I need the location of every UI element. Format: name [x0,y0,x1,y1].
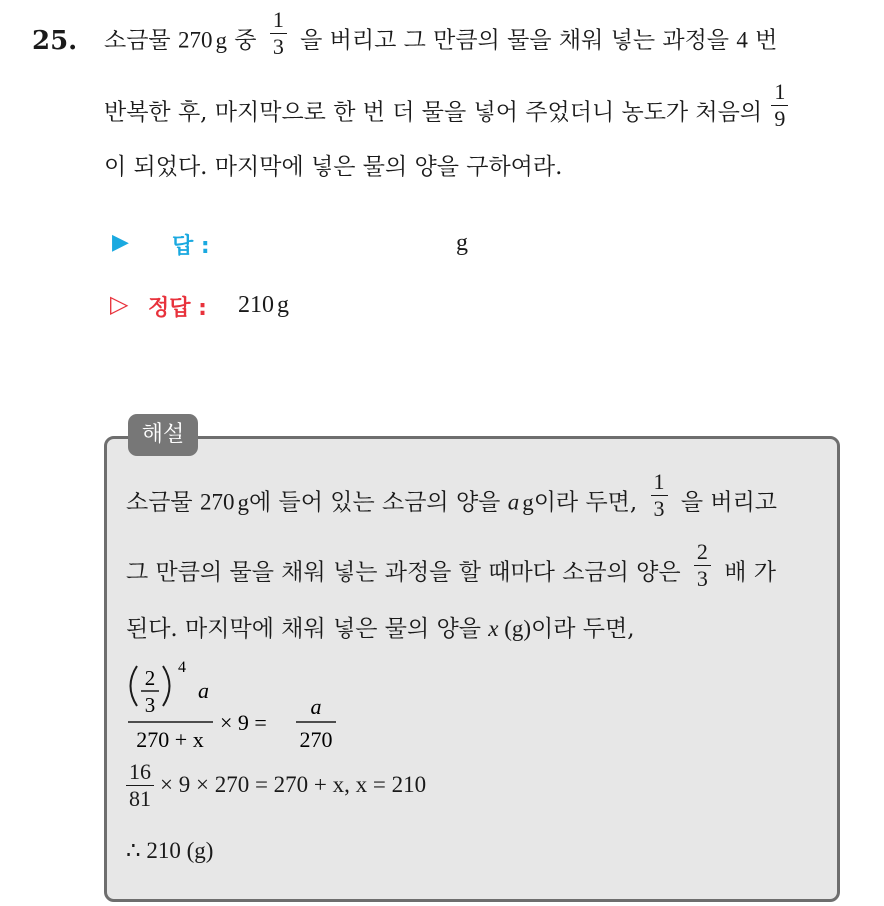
repeat-count: 4 [736,27,748,53]
main-denominator: 270 + x [136,727,204,752]
explanation-tab: 해설 [128,414,198,456]
fraction-one-third [651,470,668,521]
problem-text: 중 [226,27,264,54]
problem-text: 을 버리고 그 만큼의 물을 채워 넣는 과정을 [292,27,737,54]
problem-text: 소금물 [104,27,178,54]
fraction-denominator: 3 [694,565,711,591]
explanation-text: 을 버리고 [673,489,778,516]
problem-text: 반복한 후, 마지막으로 한 번 더 물을 넣어 주었더니 농도가 처음의 [104,99,770,126]
explanation-text: 에 들어 있는 소금의 양을 [248,489,508,516]
explanation-text: 그 만큼의 물을 채워 넣는 과정을 할 때마다 소금의 양은 [126,559,688,586]
correct-answer [238,292,289,319]
problem-text: 번 [747,27,778,54]
explanation-text: 된다. 마지막에 채워 넣은 물의 양을 [126,616,489,642]
fraction-two-thirds [694,540,711,591]
fraction-numerator: 1 [774,79,786,104]
problem-line-1 [104,7,778,59]
explanation-line-1 [126,469,778,521]
explanation-line-3 [126,614,635,644]
fraction-one-third [270,8,287,59]
correct-value: 210 [238,292,274,318]
unit-gram: g [237,489,249,515]
fraction-numerator: 1 [653,469,665,494]
correct-unit: g [277,292,289,318]
variable-a: a [507,489,520,515]
unit-paren: (g) [498,616,532,641]
rhs-numerator: a [310,694,322,719]
inner-denominator: 3 [144,693,156,717]
fraction-denominator: 3 [270,33,287,59]
unit-gram: g [522,489,534,515]
equation-3-therefore: ∴ 210 (g) [126,838,214,863]
problem-line-3: 이 되었다. 마지막에 넣은 물의 양을 구하여라. [104,154,563,180]
fraction-one-ninth [771,80,788,131]
fraction-numerator: 1 [272,7,284,32]
correct-label: 정답 : [148,296,207,321]
left-paren [131,666,138,706]
times-nine-equals: × 9 = [220,710,267,735]
right-paren [163,666,170,706]
answer-marker-icon: ▶ [112,230,129,255]
equation-1 [120,656,360,756]
salt-water-amount: 270 [199,489,235,515]
fraction-16-81 [126,760,154,811]
fraction-denominator: 3 [651,495,668,521]
problem-line-2 [104,79,794,131]
variable-a: a [198,678,209,703]
exponent: 4 [178,659,186,676]
explanation-text: 이라 두면, [531,616,635,642]
explanation-text: 이라 두면, [533,489,645,516]
variable-x: x [488,616,499,641]
salt-water-amount: 270 [177,27,213,53]
unit-gram: g [215,27,227,53]
explanation-text: 소금물 [126,489,200,516]
rhs-denominator: 270 [299,727,333,752]
correct-marker-icon: ▷ [110,290,129,318]
inner-numerator: 2 [144,666,156,690]
fraction-denominator: 9 [771,105,788,131]
fraction-numerator: 16 [129,759,151,784]
fraction-numerator: 2 [696,539,708,564]
question-number: 25. [32,26,78,56]
fraction-denominator: 81 [126,785,154,811]
equation-rest: × 9 × 270 = 270 + x, x = 210 [160,771,427,797]
answer-input[interactable] [238,230,456,256]
answer-label: 답 : [172,234,210,259]
answer-unit: g [456,230,468,256]
explanation-text: 배 가 [716,559,776,586]
equation-2 [126,759,427,811]
explanation-line-2 [126,539,776,591]
